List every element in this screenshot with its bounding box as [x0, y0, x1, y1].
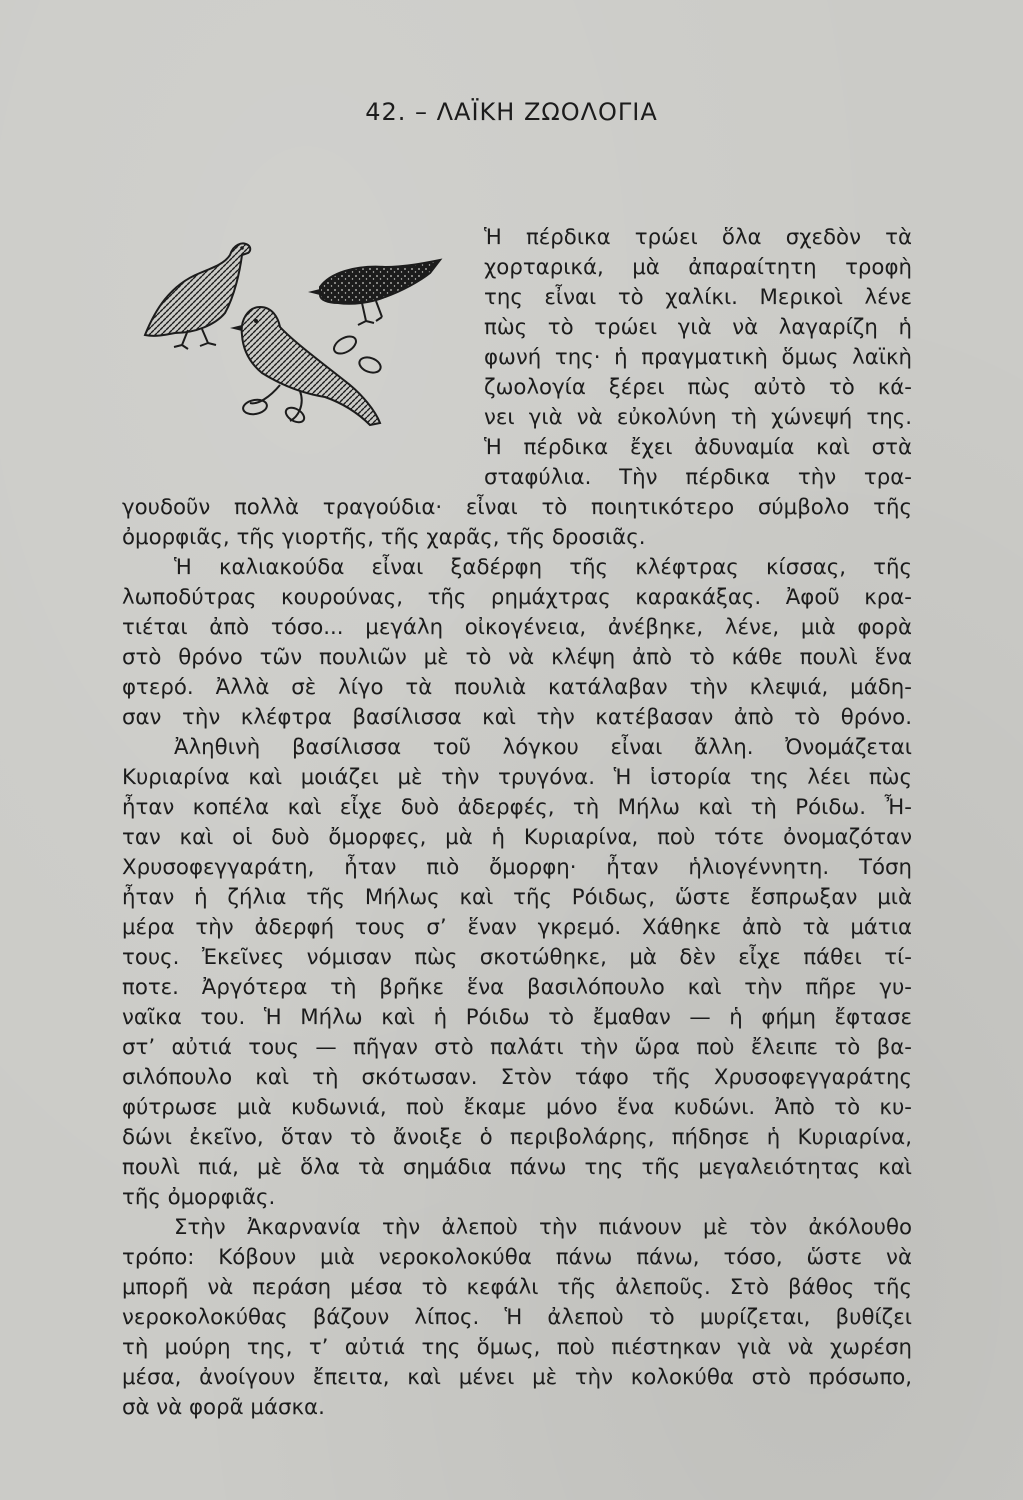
- text-line: πουλὶ πιά, μὲ ὅλα τὰ σημάδια πάνω της τῆς μεγαλειότητας καὶ: [122, 1155, 912, 1180]
- text-line: ὀμορφιᾶς, τῆς γιορτῆς, τῆς χαρᾶς, τῆς δροσιᾶς.: [122, 525, 646, 550]
- text-line: τῆς ὀμορφιᾶς.: [122, 1185, 276, 1210]
- text-line: νει γιὰ νὰ εὐκολύνη τὴ χώνεψή της.: [484, 405, 912, 430]
- text-line: Ἡ πέρδικα τρώει ὅλα σχεδὸν τὰ: [484, 225, 912, 250]
- text-line: νεροκολοκύθας βάζουν λίπος. Ἡ ἀλεποὺ τὸ μυρίζεται, βυθίζει: [122, 1305, 912, 1330]
- text-line: της εἶναι τὸ χαλίκι. Μερικοὶ λένε: [484, 285, 912, 310]
- text-line: φτερό. Ἀλλὰ σὲ λίγο τὰ πουλιὰ κατάλαβαν τὴν κλεψιά, μάδη-: [122, 675, 912, 700]
- page-header: 42. – ΛΑΪΚΗ ΖΩΟΛΟΓΙΑ: [365, 98, 658, 126]
- text-line: ποτε. Ἀργότερα τὴ βρῆκε ἕνα βασιλόπουλο καὶ τὴν πῆρε γυ-: [122, 975, 912, 1000]
- text-line: Χρυσοφεγγαράτη, ἦταν πιὸ ὄμορφη· ἦταν ἡλιογέννητη. Τόση: [122, 855, 912, 880]
- text-line: χορταρικά, μὰ ἀπαραίτητη τροφὴ: [484, 255, 912, 280]
- text-line: σὰ νὰ φορᾶ μάσκα.: [122, 1395, 325, 1420]
- text-line: ἦταν κοπέλα καὶ εἶχε δυὸ ἀδερφές, τὴ Μήλω καὶ τὴ Ρόιδω. Ἦ-: [122, 795, 912, 820]
- text-line: μέρα τὴν ἀδερφή τους σ’ ἕναν γκρεμό. Χάθηκε ἀπὸ τὰ μάτια: [122, 915, 912, 940]
- text-line: ἦταν ἡ ζήλια τῆς Μήλως καὶ τῆς Ρόιδως, ὥστε ἔσπρωξαν μιὰ: [122, 885, 912, 910]
- text-line: Στὴν Ἀκαρνανία τὴν ἀλεποὺ τὴν πιάνουν μὲ τὸν ἀκόλουθο: [174, 1215, 912, 1240]
- text-line: ναῖκα του. Ἡ Μήλω καὶ ἡ Ρόιδω τὸ ἔμαθαν — ἡ φήμη ἔφτασε: [122, 1005, 912, 1030]
- body-text: [122, 223, 912, 1423]
- text-line: Ἡ καλιακούδα εἶναι ξαδέρφη τῆς κλέφτρας κίσσας, τῆς: [174, 555, 912, 580]
- text-line: τὴ μούρη της, τ’ αὐτιά της ὅμως, ποὺ πιέστηκαν γιὰ νὰ χωρέση: [122, 1335, 912, 1360]
- text-line: στ’ αὐτιά τους — πῆγαν στὸ παλάτι τὴν ὥρα ποὺ ἔλειπε τὸ βα-: [122, 1035, 912, 1060]
- text-line: τιέται ἀπὸ τόσο... μεγάλη οἰκογένεια, ἀνέβηκε, λένε, μιὰ φορὰ: [122, 615, 912, 640]
- text-line: γουδοῦν πολλὰ τραγούδια· εἶναι τὸ ποιητικότερο σύμβολο τῆς: [122, 495, 912, 520]
- text-line: φωνή της· ἡ πραγματικὴ ὅμως λαϊκὴ: [484, 345, 912, 370]
- text-line: Ἀληθινὴ βασίλισσα τοῦ λόγκου εἶναι ἄλλη. Ὀνομάζεται: [174, 735, 912, 760]
- text-line: ζωολογία ξέρει πὼς αὐτὸ τὸ κά-: [484, 375, 912, 400]
- text-line: Κυριαρίνα καὶ μοιάζει μὲ τὴν τρυγόνα. Ἡ ἱστορία της λέει πὼς: [122, 765, 912, 790]
- text-line: στὸ θρόνο τῶν πουλιῶν μὲ τὸ νὰ κλέψη ἀπὸ τὸ κάθε πουλὶ ἕνα: [122, 645, 912, 670]
- text-line: μπορῆ νὰ περάση μέσα τὸ κεφάλι τῆς ἀλεποῦς. Στὸ βάθος τῆς: [122, 1275, 912, 1300]
- text-line: τους. Ἐκεῖνες νόμισαν πὼς σκοτώθηκε, μὰ δὲν εἶχε πάθει τί-: [122, 945, 912, 970]
- text-line: σιλόπουλο καὶ τὴ σκότωσαν. Στὸν τάφο τῆς Χρυσοφεγγαράτης: [122, 1065, 912, 1090]
- text-line: τρόπο: Κόβουν μιὰ νεροκολοκύθα πάνω πάνω, τόσο, ὥστε νὰ: [122, 1245, 912, 1270]
- text-line: πὼς τὸ τρώει γιὰ νὰ λαγαρίζη ἡ: [484, 315, 912, 340]
- text-line: Ἡ πέρδικα ἔχει ἀδυναμία καὶ στὰ: [484, 435, 912, 460]
- text-line: λωποδύτρας κουρούνας, τῆς ρημάχτρας καρακάξας. Ἀφοῦ κρα-: [122, 585, 912, 610]
- text-line: σαν τὴν κλέφτρα βασίλισσα καὶ τὴν κατέβασαν ἀπὸ τὸ θρόνο.: [122, 705, 912, 730]
- text-line: σταφύλια. Τὴν πέρδικα τὴν τρα-: [484, 465, 912, 490]
- text-line: φύτρωσε μιὰ κυδωνιά, ποὺ ἔκαμε μόνο ἕνα κυδώνι. Ἀπὸ τὸ κυ-: [122, 1095, 912, 1120]
- text-line: ταν καὶ οἱ δυὸ ὄμορφες, μὰ ἡ Κυριαρίνα, ποὺ τότε ὀνομαζόταν: [122, 825, 912, 850]
- text-line: μέσα, ἀνοίγουν ἔπειτα, καὶ μένει μὲ τὴν κολοκύθα στὸ πρόσωπο,: [122, 1365, 912, 1390]
- text-line: δώνι ἐκεῖνο, ὅταν τὸ ἄνοιξε ὁ περιβολάρης, πήδησε ἡ Κυριαρίνα,: [122, 1125, 912, 1150]
